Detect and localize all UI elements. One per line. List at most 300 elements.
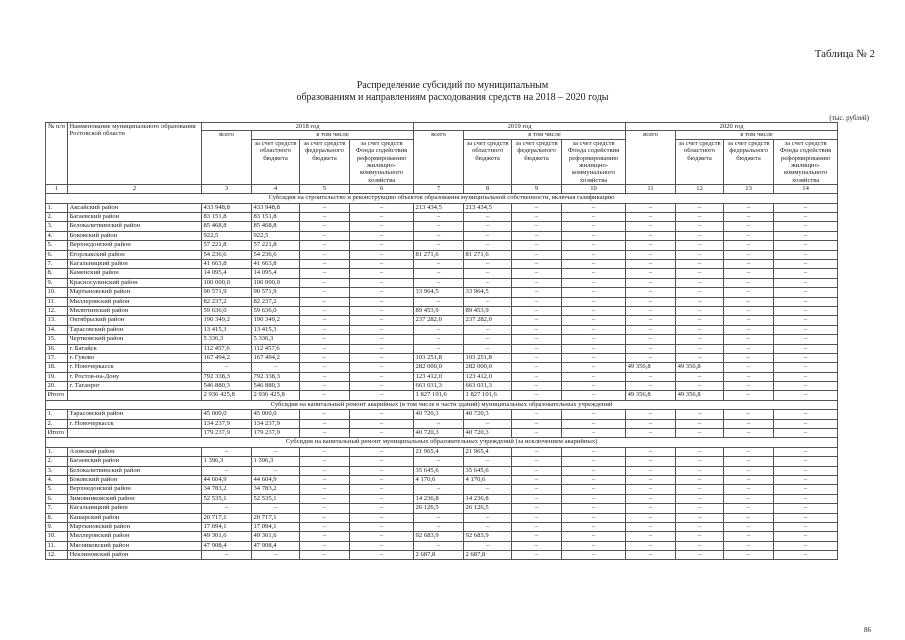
total-2019-cell: 213 434,5 [414, 203, 464, 212]
header-regional-2019: за счет средств областного бюджета [464, 139, 512, 184]
regional-2019-cell: – [464, 278, 512, 287]
table-row [46, 466, 838, 475]
total-2018-cell: 49 301,6 [202, 532, 252, 541]
table-row [46, 485, 838, 494]
total-2020-cell: – [626, 494, 676, 503]
total-2019-cell: – [414, 222, 464, 231]
total-2018-cell: 44 604,9 [202, 475, 252, 484]
header-total-2019: всего [414, 131, 464, 185]
regional-2019-cell: – [464, 419, 512, 428]
regional-2018-cell: 546 880,3 [252, 382, 300, 391]
fund-2020-cell: – [774, 372, 838, 381]
fund-2019-cell: – [562, 485, 626, 494]
regional-2018-cell: 100 000,0 [252, 278, 300, 287]
fund-2018-cell: – [350, 344, 414, 353]
total-2019-cell: 4 170,6 [414, 475, 464, 484]
header-total-2018: всего [202, 131, 252, 185]
row-number-cell: 9. [46, 522, 68, 531]
fund-2019-cell: – [562, 522, 626, 531]
regional-2018-cell: 49 301,6 [252, 532, 300, 541]
row-name-cell: Азовский район [68, 447, 202, 456]
table-row [46, 213, 838, 222]
federal-2018-cell: – [300, 297, 350, 306]
regional-2020-cell: – [676, 494, 724, 503]
fund-2018-cell: – [350, 269, 414, 278]
total-2019-cell: 2 687,8 [414, 551, 464, 560]
fund-2018-cell: – [350, 457, 414, 466]
regional-2020-cell: – [676, 288, 724, 297]
fund-2018-cell: – [350, 447, 414, 456]
federal-2018-cell: – [300, 466, 350, 475]
fund-2020-cell: – [774, 391, 838, 400]
total-2019-cell: 237 282,0 [414, 316, 464, 325]
total-2020-cell: – [626, 278, 676, 287]
total-2019-cell: 89 453,9 [414, 306, 464, 315]
row-number-cell: 12. [46, 551, 68, 560]
total-2020-cell: – [626, 316, 676, 325]
row-number-cell: 9. [46, 278, 68, 287]
fund-2019-cell: – [562, 288, 626, 297]
fund-2020-cell: – [774, 513, 838, 522]
fund-2019-cell: – [562, 466, 626, 475]
federal-2019-cell: – [512, 335, 562, 344]
federal-2020-cell: – [724, 504, 774, 513]
table-label: Таблица № 2 [814, 48, 875, 60]
fund-2018-cell: – [350, 372, 414, 381]
fund-2018-cell: – [350, 353, 414, 362]
row-number-cell: 4. [46, 231, 68, 240]
total-2020-cell: – [626, 532, 676, 541]
regional-2018-cell: 167 494,2 [252, 353, 300, 362]
federal-2019-cell: – [512, 213, 562, 222]
regional-2018-cell: 179 237,9 [252, 429, 300, 438]
column-number: 3 [202, 185, 252, 194]
table-row [46, 306, 838, 315]
row-name-cell: Мартыновский район [68, 288, 202, 297]
total-2020-cell: – [626, 466, 676, 475]
regional-2019-cell: – [464, 259, 512, 268]
federal-2018-cell: – [300, 541, 350, 550]
regional-2018-cell: – [252, 551, 300, 560]
total-2019-cell: 33 964,5 [414, 288, 464, 297]
federal-2020-cell: – [724, 269, 774, 278]
federal-2019-cell: – [512, 363, 562, 372]
table-row [46, 297, 838, 306]
table-row [46, 410, 838, 419]
column-number: 5 [300, 185, 350, 194]
total-2019-cell: – [414, 213, 464, 222]
federal-2019-cell: – [512, 231, 562, 240]
fund-2019-cell: – [562, 447, 626, 456]
row-name-cell: Красносулинский район [68, 278, 202, 287]
fund-2018-cell: – [350, 485, 414, 494]
federal-2019-cell: – [512, 241, 562, 250]
header-name: Наименование муниципального образования Ростовской области [68, 123, 202, 185]
row-name-cell: Багаевский район [68, 457, 202, 466]
fund-2020-cell: – [774, 410, 838, 419]
row-name-cell: г. Ростов-на-Дону [68, 372, 202, 381]
regional-2020-cell: – [676, 259, 724, 268]
fund-2018-cell: – [350, 410, 414, 419]
regional-2018-cell: 922,5 [252, 231, 300, 240]
federal-2020-cell: – [724, 522, 774, 531]
row-name-cell: г. Новочеркасск [68, 419, 202, 428]
column-number: 14 [774, 185, 838, 194]
regional-2018-cell: 433 948,8 [252, 203, 300, 212]
federal-2019-cell: – [512, 551, 562, 560]
fund-2019-cell: – [562, 241, 626, 250]
total-2019-cell: – [414, 297, 464, 306]
column-number: 12 [676, 185, 724, 194]
regional-2018-cell: 52 535,1 [252, 494, 300, 503]
total-2018-cell: 52 535,1 [202, 494, 252, 503]
fund-2020-cell: – [774, 259, 838, 268]
row-number-cell: 2. [46, 457, 68, 466]
federal-2019-cell: – [512, 269, 562, 278]
federal-2019-cell: – [512, 532, 562, 541]
fund-2018-cell: – [350, 541, 414, 550]
column-number: 10 [562, 185, 626, 194]
header-num: № п/п [46, 123, 68, 185]
table-row [46, 419, 838, 428]
section-caption-row [46, 400, 838, 409]
fund-2019-cell: – [562, 316, 626, 325]
total-2020-cell: – [626, 485, 676, 494]
federal-2018-cell: – [300, 288, 350, 297]
federal-2020-cell: – [724, 391, 774, 400]
row-number-cell: 11. [46, 297, 68, 306]
federal-2018-cell: – [300, 475, 350, 484]
table-row [46, 241, 838, 250]
regional-2020-cell: – [676, 231, 724, 240]
fund-2019-cell: – [562, 532, 626, 541]
regional-2020-cell: – [676, 241, 724, 250]
fund-2020-cell: – [774, 241, 838, 250]
federal-2019-cell: – [512, 466, 562, 475]
federal-2018-cell: – [300, 372, 350, 381]
total-2018-cell: 41 663,8 [202, 259, 252, 268]
federal-2020-cell: – [724, 551, 774, 560]
fund-2018-cell: – [350, 241, 414, 250]
header-federal-2019: за счет средств федерального бюджета [512, 139, 562, 184]
row-number-cell: 1. [46, 410, 68, 419]
regional-2019-cell: – [464, 335, 512, 344]
regional-2019-cell: 35 645,6 [464, 466, 512, 475]
regional-2020-cell: – [676, 382, 724, 391]
table-row [46, 288, 838, 297]
regional-2020-cell: – [676, 541, 724, 550]
total-2019-cell: – [414, 457, 464, 466]
regional-2019-cell: – [464, 231, 512, 240]
regional-2020-cell: – [676, 335, 724, 344]
row-number-cell: 5. [46, 485, 68, 494]
federal-2018-cell: – [300, 363, 350, 372]
regional-2019-cell: 103 251,8 [464, 353, 512, 362]
regional-2019-cell: 2 687,8 [464, 551, 512, 560]
table-row [46, 363, 838, 372]
table-row [46, 494, 838, 503]
header-federal-2020: за счет средств федерального бюджета [724, 139, 774, 184]
regional-2019-cell: – [464, 541, 512, 550]
federal-2020-cell: – [724, 363, 774, 372]
federal-2018-cell: – [300, 325, 350, 334]
fund-2019-cell: – [562, 429, 626, 438]
fund-2020-cell: – [774, 250, 838, 259]
table-row [46, 457, 838, 466]
total-2020-cell: – [626, 213, 676, 222]
regional-2020-cell: – [676, 297, 724, 306]
regional-2019-cell: 40 720,3 [464, 429, 512, 438]
federal-2018-cell: – [300, 278, 350, 287]
federal-2020-cell: – [724, 288, 774, 297]
row-name-cell: Верхнедонской район [68, 241, 202, 250]
federal-2019-cell: – [512, 391, 562, 400]
regional-2018-cell: 34 783,2 [252, 485, 300, 494]
regional-2019-cell: – [464, 297, 512, 306]
regional-2018-cell: 190 349,2 [252, 316, 300, 325]
fund-2020-cell: – [774, 353, 838, 362]
row-number-cell: Итого [46, 391, 68, 400]
total-2018-cell: 85 468,8 [202, 222, 252, 231]
fund-2018-cell: – [350, 250, 414, 259]
federal-2020-cell: – [724, 532, 774, 541]
fund-2020-cell: – [774, 475, 838, 484]
federal-2020-cell: – [724, 231, 774, 240]
header-total-2020: всего [626, 131, 676, 185]
fund-2019-cell: – [562, 457, 626, 466]
federal-2020-cell: – [724, 541, 774, 550]
fund-2020-cell: – [774, 485, 838, 494]
regional-2019-cell: 237 282,0 [464, 316, 512, 325]
total-2018-cell: 922,5 [202, 231, 252, 240]
header-year-2020: 2020 год [626, 123, 838, 131]
fund-2020-cell: – [774, 532, 838, 541]
total-2019-cell: 14 236,8 [414, 494, 464, 503]
header-regional-2018: за счет средств областного бюджета [252, 139, 300, 184]
federal-2020-cell: – [724, 457, 774, 466]
column-number: 1 [46, 185, 68, 194]
column-number-row [46, 185, 838, 194]
fund-2019-cell: – [562, 325, 626, 334]
row-name-cell: Неклиновский район [68, 551, 202, 560]
federal-2018-cell: – [300, 457, 350, 466]
total-2019-cell: – [414, 259, 464, 268]
federal-2018-cell: – [300, 522, 350, 531]
total-2018-cell: 5 336,3 [202, 335, 252, 344]
federal-2018-cell: – [300, 532, 350, 541]
total-2018-cell: 34 783,2 [202, 485, 252, 494]
federal-2018-cell: – [300, 222, 350, 231]
regional-2020-cell: – [676, 485, 724, 494]
total-2019-cell: 21 965,4 [414, 447, 464, 456]
total-2019-cell: – [414, 541, 464, 550]
federal-2018-cell: – [300, 259, 350, 268]
row-name-cell: Кагальницкий район [68, 259, 202, 268]
row-name-cell: г. Новочеркасск [68, 363, 202, 372]
federal-2020-cell: – [724, 485, 774, 494]
federal-2020-cell: – [724, 335, 774, 344]
fund-2019-cell: – [562, 410, 626, 419]
column-number: 9 [512, 185, 562, 194]
federal-2019-cell: – [512, 306, 562, 315]
fund-2018-cell: – [350, 475, 414, 484]
regional-2020-cell: – [676, 325, 724, 334]
regional-2018-cell: – [252, 466, 300, 475]
header-regional-2020: за счет средств областного бюджета [676, 139, 724, 184]
table-row [46, 504, 838, 513]
fund-2020-cell: – [774, 278, 838, 287]
column-number: 13 [724, 185, 774, 194]
regional-2020-cell: – [676, 419, 724, 428]
fund-2018-cell: – [350, 466, 414, 475]
regional-2018-cell: 90 571,9 [252, 288, 300, 297]
regional-2019-cell: 14 236,8 [464, 494, 512, 503]
table-row [46, 250, 838, 259]
total-2019-cell: 40 720,3 [414, 410, 464, 419]
table-row [46, 344, 838, 353]
fund-2020-cell: – [774, 522, 838, 531]
total-2019-cell: 40 720,3 [414, 429, 464, 438]
regional-2019-cell: 81 271,6 [464, 250, 512, 259]
regional-2019-cell: – [464, 222, 512, 231]
regional-2019-cell: 282 000,0 [464, 363, 512, 372]
total-2018-cell: 134 237,9 [202, 419, 252, 428]
regional-2018-cell: 54 236,6 [252, 250, 300, 259]
fund-2019-cell: – [562, 504, 626, 513]
total-2020-cell: – [626, 250, 676, 259]
regional-2020-cell: – [676, 551, 724, 560]
row-number-cell: 12. [46, 306, 68, 315]
federal-2019-cell: – [512, 222, 562, 231]
federal-2020-cell: – [724, 213, 774, 222]
federal-2018-cell: – [300, 316, 350, 325]
title-line-1: Распределение субсидий по муниципальным [356, 80, 549, 91]
total-2019-cell: 92 683,9 [414, 532, 464, 541]
total-2020-cell: – [626, 504, 676, 513]
regional-2018-cell: 45 000,0 [252, 410, 300, 419]
federal-2020-cell: – [724, 316, 774, 325]
total-2019-cell: 663 031,3 [414, 382, 464, 391]
row-number-cell: 8. [46, 513, 68, 522]
fund-2018-cell: – [350, 504, 414, 513]
regional-2018-cell: 41 663,8 [252, 259, 300, 268]
regional-2020-cell: – [676, 466, 724, 475]
federal-2018-cell: – [300, 269, 350, 278]
header-incl-2018: в том числе [252, 131, 414, 139]
row-name-cell: Кашарский район [68, 513, 202, 522]
total-2018-cell: 433 948,8 [202, 203, 252, 212]
regional-2020-cell: – [676, 250, 724, 259]
federal-2020-cell: – [724, 203, 774, 212]
total-2018-cell: 83 151,8 [202, 213, 252, 222]
fund-2018-cell: – [350, 231, 414, 240]
table-row [46, 316, 838, 325]
regional-2018-cell: 792 338,3 [252, 372, 300, 381]
total-2019-cell: – [414, 344, 464, 353]
fund-2018-cell: – [350, 213, 414, 222]
total-2019-cell: – [414, 231, 464, 240]
federal-2019-cell: – [512, 344, 562, 353]
federal-2018-cell: – [300, 203, 350, 212]
total-2018-cell: 54 236,6 [202, 250, 252, 259]
header-fund-2018: за счет средств Фонда содействия реформированию жилищно-коммунального хозяйства [350, 139, 414, 184]
fund-2018-cell: – [350, 551, 414, 560]
fund-2018-cell: – [350, 522, 414, 531]
fund-2018-cell: – [350, 288, 414, 297]
fund-2019-cell: – [562, 213, 626, 222]
regional-2020-cell: – [676, 269, 724, 278]
fund-2020-cell: – [774, 316, 838, 325]
regional-2020-cell: 49 356,8 [676, 391, 724, 400]
row-number-cell: 7. [46, 504, 68, 513]
federal-2018-cell: – [300, 551, 350, 560]
fund-2020-cell: – [774, 466, 838, 475]
total-2018-cell: 1 396,3 [202, 457, 252, 466]
regional-2019-cell: – [464, 213, 512, 222]
regional-2019-cell: 40 720,3 [464, 410, 512, 419]
federal-2018-cell: – [300, 306, 350, 315]
total-2020-cell: – [626, 513, 676, 522]
federal-2019-cell: – [512, 278, 562, 287]
row-name-cell: Тарасовский район [68, 325, 202, 334]
row-name-cell: Аксайский район [68, 203, 202, 212]
fund-2019-cell: – [562, 259, 626, 268]
table-row [46, 382, 838, 391]
regional-2020-cell: – [676, 532, 724, 541]
federal-2019-cell: – [512, 419, 562, 428]
table-row [46, 231, 838, 240]
row-name-cell: Мясниковский район [68, 541, 202, 550]
federal-2019-cell: – [512, 382, 562, 391]
federal-2018-cell: – [300, 213, 350, 222]
row-number-cell: 6. [46, 494, 68, 503]
header-year-2018: 2018 год [202, 123, 414, 131]
regional-2018-cell: 85 468,8 [252, 222, 300, 231]
regional-2020-cell: – [676, 475, 724, 484]
row-number-cell: 2. [46, 419, 68, 428]
fund-2018-cell: – [350, 494, 414, 503]
table-row [46, 372, 838, 381]
total-2019-cell: – [414, 485, 464, 494]
regional-2019-cell: – [464, 344, 512, 353]
federal-2019-cell: – [512, 316, 562, 325]
total-2020-cell: 49 356,8 [626, 363, 676, 372]
total-2018-cell: 112 457,6 [202, 344, 252, 353]
title-line-2: образованиям и направлениям расходования средств на 2018 – 2020 годы [296, 92, 609, 103]
row-number-cell: 5. [46, 241, 68, 250]
regional-2018-cell: 1 396,3 [252, 457, 300, 466]
federal-2019-cell: – [512, 485, 562, 494]
total-2020-cell: – [626, 541, 676, 550]
fund-2020-cell: – [774, 551, 838, 560]
total-2018-cell: – [202, 551, 252, 560]
fund-2018-cell: – [350, 391, 414, 400]
total-2020-cell: – [626, 335, 676, 344]
total-2020-cell: – [626, 269, 676, 278]
federal-2018-cell: – [300, 344, 350, 353]
regional-2018-cell: 5 336,3 [252, 335, 300, 344]
total-2020-cell: – [626, 222, 676, 231]
federal-2020-cell: – [724, 259, 774, 268]
regional-2019-cell: – [464, 325, 512, 334]
header-incl-2020: в том числе [676, 131, 838, 139]
column-number: 2 [68, 185, 202, 194]
fund-2020-cell: – [774, 222, 838, 231]
federal-2020-cell: – [724, 222, 774, 231]
total-row [46, 429, 838, 438]
row-number-cell: 2. [46, 213, 68, 222]
fund-2018-cell: – [350, 382, 414, 391]
